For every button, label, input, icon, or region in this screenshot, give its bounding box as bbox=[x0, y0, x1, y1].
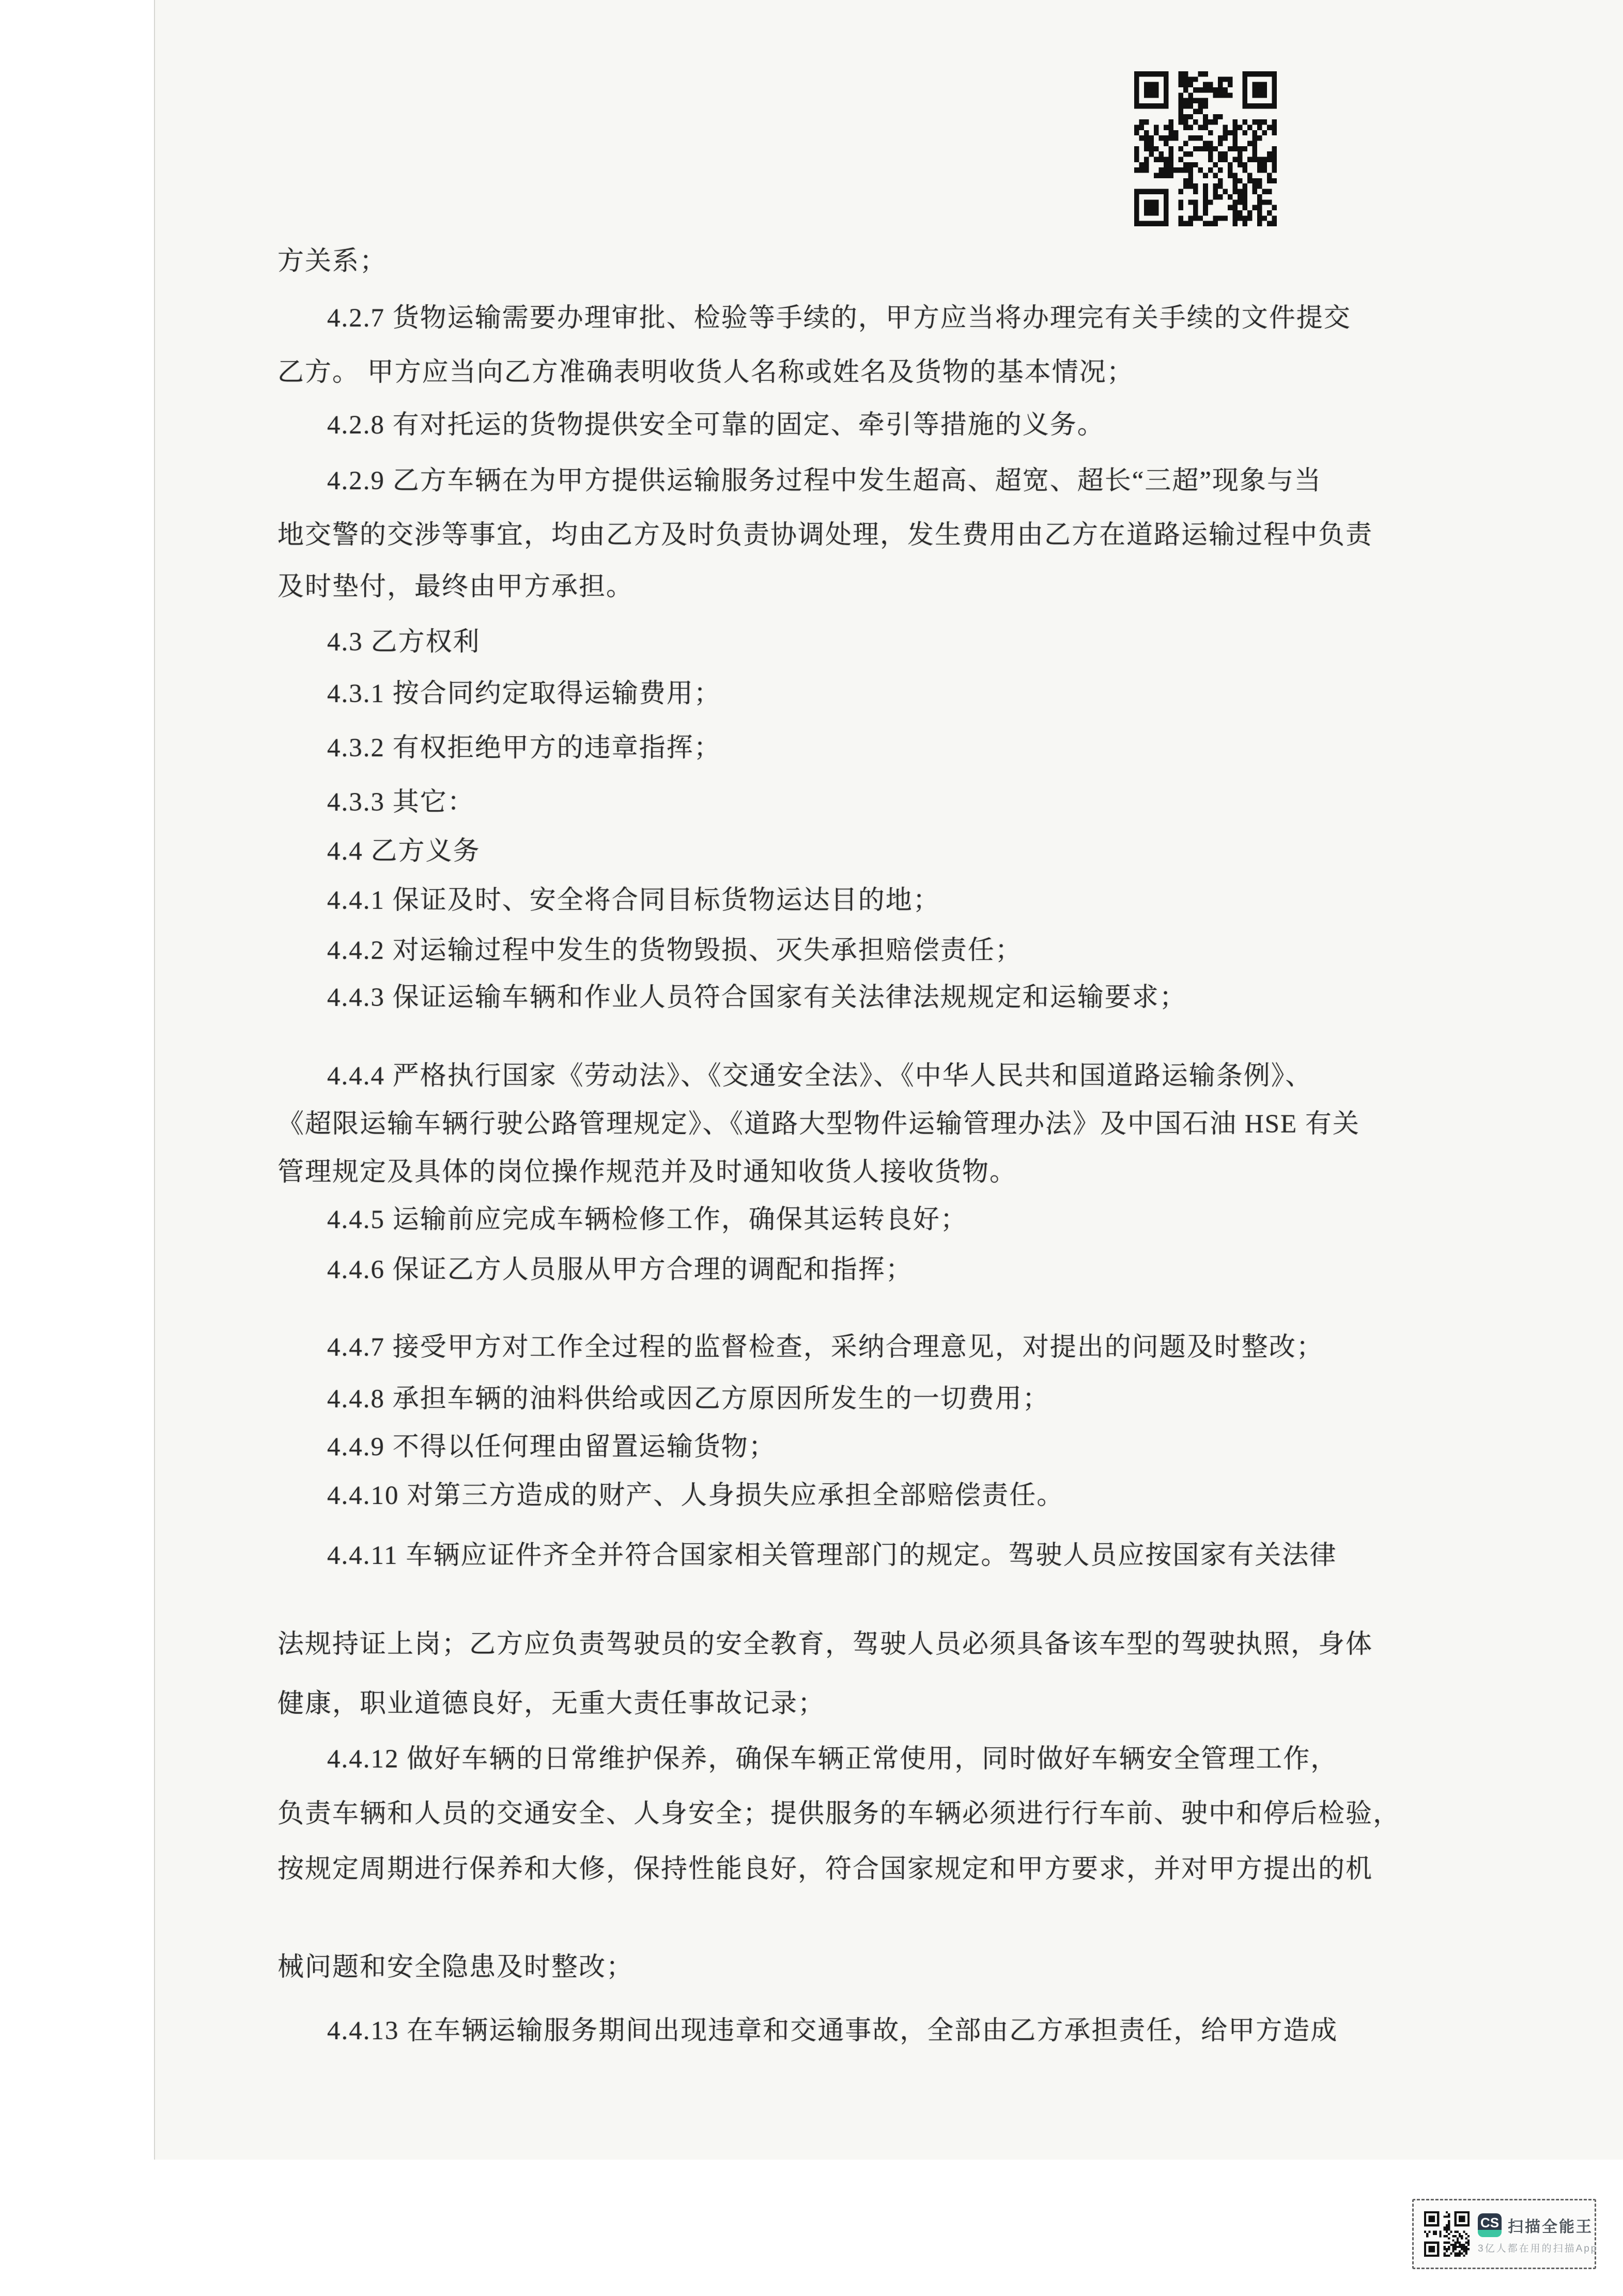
contract-line: 4.4.8 承担车辆的油料供给或因乙方原因所发生的一切费用； bbox=[327, 1385, 1050, 1414]
contract-line: 按规定周期进行保养和大修，保持性能良好，符合国家规定和甲方要求，并对甲方提出的机 bbox=[277, 1855, 1373, 1884]
contract-line: 4.3.1 按合同约定取得运输费用； bbox=[327, 679, 721, 708]
camscanner-qr-code bbox=[1424, 2211, 1470, 2257]
contract-line: 4.4.2 对运输过程中发生的货物毁损、灭失承担赔偿责任； bbox=[327, 936, 1023, 965]
contract-line: 4.2.7 货物运输需要办理审批、检验等手续的，甲方应当将办理完有关手续的文件提交 bbox=[327, 304, 1351, 333]
camscanner-watermark bbox=[1412, 2199, 1596, 2269]
contract-line: 管理规定及具体的岗位操作规范并及时通知收货人接收货物。 bbox=[277, 1158, 1017, 1187]
contract-line: 4.4 乙方义务 bbox=[327, 837, 481, 866]
contract-line: 负责车辆和人员的交通安全、人身安全；提供服务的车辆必须进行行车前、驶中和停后检验， bbox=[277, 1799, 1401, 1828]
contract-line: 4.4.4 严格执行国家《劳动法》、《交通安全法》、《中华人民共和国道路运输条例》、 bbox=[327, 1062, 1313, 1091]
contract-line: 《超限运输车辆行驶公路管理规定》、《道路大型物件运输管理办法》及中国石油 HSE 有关 bbox=[277, 1110, 1360, 1139]
contract-line: 4.4.5 运输前应完成车辆检修工作，确保其运转良好； bbox=[327, 1205, 968, 1234]
contract-line: 方关系； bbox=[277, 247, 388, 276]
contract-line: 4.4.11 车辆应证件齐全并符合国家相关管理部门的规定。驾驶人员应按国家有关法律 bbox=[327, 1541, 1337, 1570]
contract-line: 4.4.6 保证乙方人员服从甲方合理的调配和指挥； bbox=[327, 1255, 913, 1284]
camscanner-app-name: 扫描全能王 bbox=[1508, 2219, 1593, 2236]
contract-line: 4.4.10 对第三方造成的财产、人身损失应承担全部赔偿责任。 bbox=[327, 1481, 1064, 1510]
contract-line: 4.3.2 有权拒绝甲方的违章指挥； bbox=[327, 734, 721, 763]
camscanner-logo-text: CS bbox=[1480, 2215, 1500, 2230]
camscanner-logo bbox=[1478, 2213, 1502, 2237]
contract-line: 健康，职业道德良好，无重大责任事故记录； bbox=[277, 1689, 826, 1718]
contract-line: 法规持证上岗；乙方应负责驾驶员的安全教育，驾驶人员必须具备该车型的驾驶执照，身体 bbox=[277, 1630, 1373, 1659]
contract-line: 4.4.12 做好车辆的日常维护保养，确保车辆正常使用，同时做好车辆安全管理工作， bbox=[327, 1745, 1338, 1774]
contract-line: 4.4.3 保证运输车辆和作业人员符合国家有关法律法规规定和运输要求； bbox=[327, 983, 1187, 1012]
contract-line: 4.2.9 乙方车辆在为甲方提供运输服务过程中发生超高、超宽、超长“三超”现象与当 bbox=[327, 467, 1322, 495]
contract-line: 乙方。 甲方应当向乙方准确表明收货人名称或姓名及货物的基本情况； bbox=[277, 358, 1134, 387]
contract-line: 及时垫付，最终由甲方承担。 bbox=[277, 572, 634, 601]
camscanner-info bbox=[1478, 2213, 1598, 2255]
contract-line: 4.3.3 其它： bbox=[327, 788, 475, 817]
contract-line: 4.2.8 有对托运的货物提供安全可靠的固定、牵引等措施的义务。 bbox=[327, 411, 1105, 440]
contract-line: 械问题和安全隐患及时整改； bbox=[277, 1953, 634, 1982]
contract-line: 4.4.9 不得以任何理由留置运输货物； bbox=[327, 1433, 776, 1462]
contract-line: 4.4.7 接受甲方对工作全过程的监督检查，采纳合理意见，对提出的问题及时整改； bbox=[327, 1333, 1324, 1362]
contract-line: 4.3 乙方权利 bbox=[327, 628, 481, 657]
camscanner-tagline: 3亿人都在用的扫描App bbox=[1478, 2243, 1598, 2254]
contract-line: 4.4.13 在车辆运输服务期间出现违章和交通事故，全部由乙方承担责任，给甲方造成 bbox=[327, 2016, 1338, 2045]
contract-line: 地交警的交涉等事宜，均由乙方及时负责协调处理，发生费用由乙方在道路运输过程中负责 bbox=[277, 521, 1373, 550]
contract-line: 4.4.1 保证及时、安全将合同目标货物运达目的地； bbox=[327, 886, 940, 915]
